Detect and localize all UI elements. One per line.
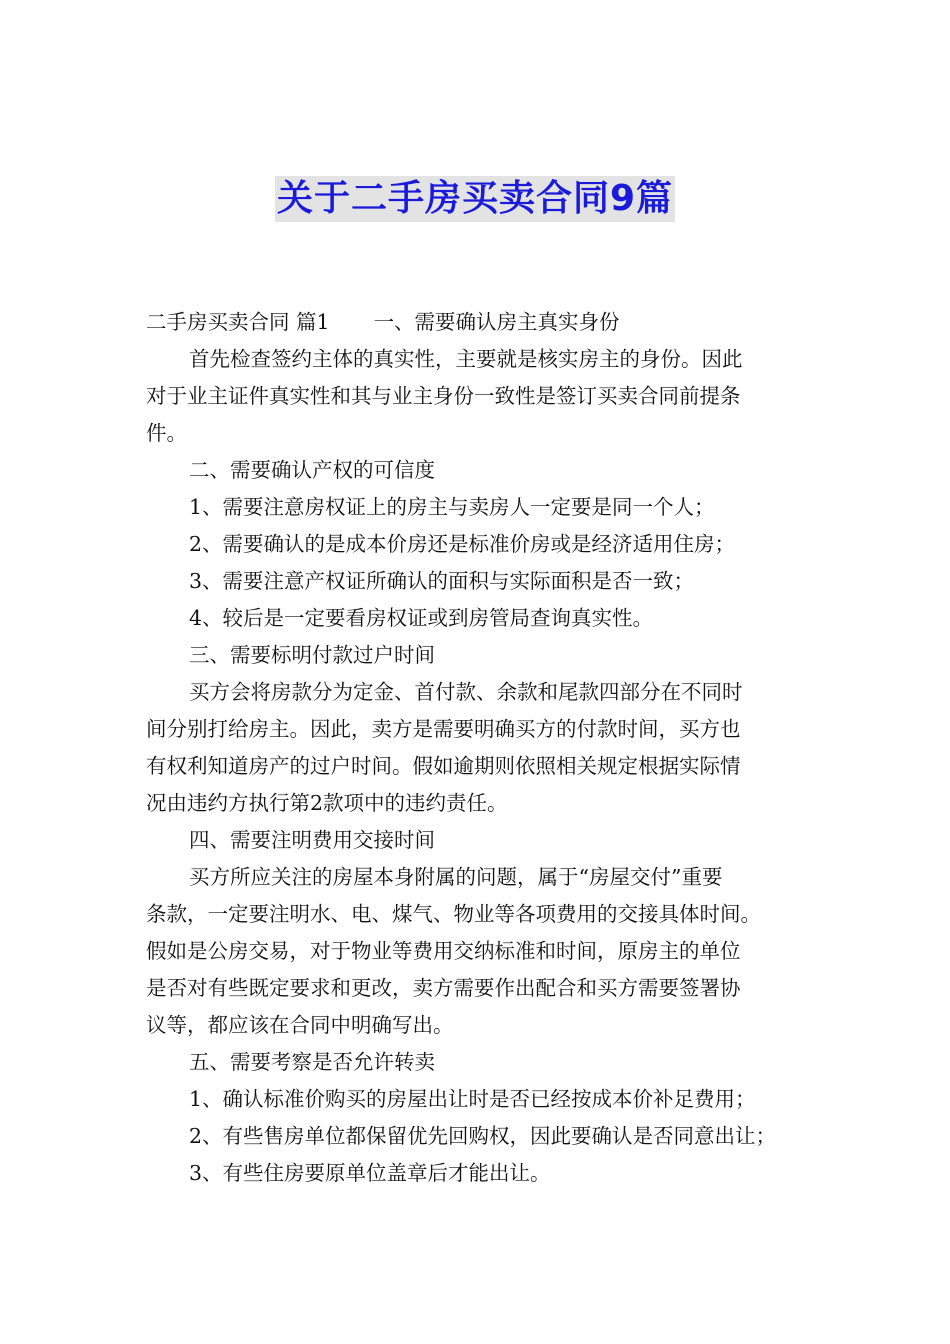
- paragraph-line: 间分别打给房主。因此，卖方是需要明确买方的付款时间，买方也: [146, 717, 741, 741]
- document-title: 关于二手房买卖合同9篇: [275, 176, 675, 222]
- paragraph-line: 有权利知道房产的过户时间。假如逾期则依照相关规定根据实际情: [146, 754, 741, 778]
- lead-heading: 一、需要确认房主真实身份: [373, 310, 620, 334]
- paragraph-line: 条款，一定要注明水、电、煤气、物业等各项费用的交接具体时间。: [146, 902, 761, 926]
- paragraph-line: 件。: [146, 421, 187, 445]
- title-container: [0, 176, 950, 222]
- paragraph-line: 是否对有些既定要求和更改，卖方需要作出配合和买方需要签署协: [146, 976, 741, 1000]
- paragraph-line: 二、需要确认产权的可信度: [189, 458, 435, 482]
- lead-paragraph: [146, 304, 808, 341]
- paragraph-line: 对于业主证件真实性和其与业主身份一致性是签订买卖合同前提条: [146, 384, 741, 408]
- paragraph-line: 三、需要标明付款过户时间: [189, 643, 435, 667]
- paragraph-line: 3、需要注意产权证所确认的面积与实际面积是否一致；: [189, 569, 695, 593]
- paragraph-line: 买方所应关注的房屋本身附属的问题，属于“房屋交付”重要: [189, 865, 723, 889]
- paragraph-line: 首先检查签约主体的真实性，主要就是核实房主的身份。因此: [189, 347, 743, 371]
- paragraph-line: 议等，都应该在合同中明确写出。: [146, 1013, 454, 1037]
- paragraph-line: 1、确认标准价购买的房屋出让时是否已经按成本价补足费用；: [189, 1087, 756, 1111]
- paragraph-line: 五、需要考察是否允许转卖: [189, 1050, 435, 1074]
- paragraph-line: 4、较后是一定要看房权证或到房管局查询真实性。: [189, 606, 654, 630]
- paragraph-line: 四、需要注明费用交接时间: [189, 828, 435, 852]
- paragraph-line: 3、有些住房要原单位盖章后才能出让。: [189, 1161, 551, 1185]
- lead-prefix: 二手房买卖合同 篇1: [146, 310, 330, 334]
- paragraph-line: 买方会将房款分为定金、首付款、余款和尾款四部分在不同时: [189, 680, 743, 704]
- paragraph-line: 1、需要注意房权证上的房主与卖房人一定要是同一个人；: [189, 495, 715, 519]
- paragraph-line: 假如是公房交易，对于物业等费用交纳标准和时间，原房主的单位: [146, 939, 741, 963]
- paragraph-line: 2、需要确认的是成本价房还是标准价房或是经济适用住房；: [189, 532, 736, 556]
- document-body: [146, 304, 808, 1192]
- paragraph-line: 况由违约方执行第2款项中的违约责任。: [146, 791, 508, 815]
- paragraph-line: 2、有些售房单位都保留优先回购权，因此要确认是否同意出让；: [189, 1124, 777, 1148]
